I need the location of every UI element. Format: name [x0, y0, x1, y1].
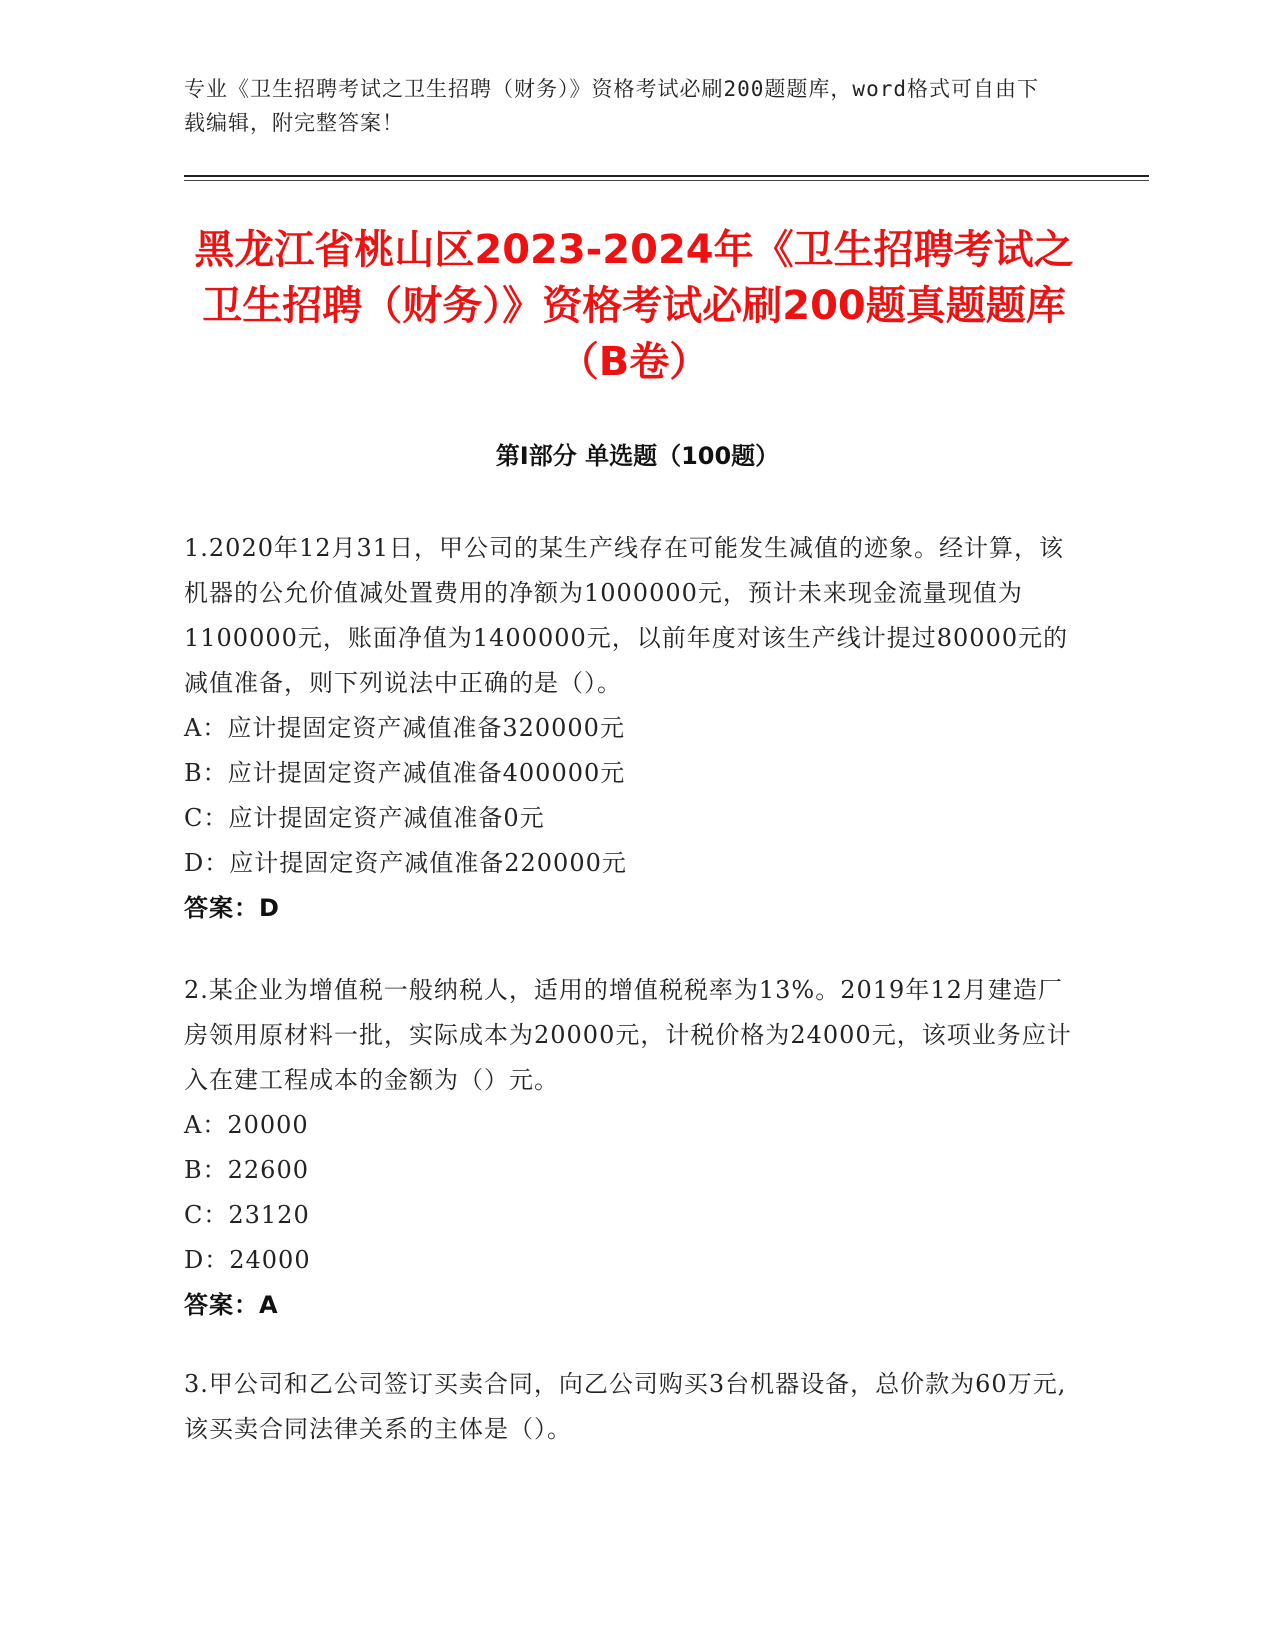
section-title: 第I部分 单选题（100题）: [495, 442, 780, 470]
option-a: A：20000: [184, 1111, 309, 1139]
question-1: [184, 526, 1084, 931]
option-a: A：应计提固定资产减值准备320000元: [184, 714, 625, 742]
option-b: B：应计提固定资产减值准备400000元: [184, 759, 626, 787]
document-title: 黑龙江省桃山区2023-2024年《卫生招聘考试之卫生招聘（财务）》资格考试必刷200题真题题库（B卷）: [194, 227, 1074, 385]
option-d: D：应计提固定资产减值准备220000元: [184, 849, 627, 877]
option-d: D：24000: [184, 1246, 311, 1274]
header-divider-thick: [184, 175, 1149, 177]
option-c: C：应计提固定资产减值准备0元: [184, 804, 545, 832]
header-note: 专业《卫生招聘考试之卫生招聘（财务）》资格考试必刷200题题库，word格式可自由下载编辑，附完整答案！: [184, 77, 1039, 135]
option-b: B：22600: [184, 1156, 309, 1184]
question-stem: 3.甲公司和乙公司签订买卖合同，向乙公司购买3台机器设备，总价款为60万元,该买卖合同法律关系的主体是（）。: [184, 1370, 1067, 1443]
answer: 答案：A: [184, 1291, 279, 1319]
question-stem: 2.某企业为增值税一般纳税人，适用的增值税税率为13%。2019年12月建造厂房领用原材料一批，实际成本为20000元，计税价格为24000元，该项业务应计入在建工程成本的金额为（）元。: [184, 976, 1072, 1094]
question-2: [184, 968, 1084, 1328]
option-c: C：23120: [184, 1201, 310, 1229]
header-divider-thin: [184, 180, 1149, 181]
question-stem: 1.2020年12月31日，甲公司的某生产线存在可能发生减值的迹象。经计算，该机器的公允价值减处置费用的净额为1000000元，预计未来现金流量现值为1100000元，账面净值为1400000元，以前年度对该生产线计提过80000元的减值准备，则下列说法中正确的是（）。: [184, 534, 1069, 697]
question-3: [184, 1362, 1084, 1452]
answer: 答案：D: [184, 894, 280, 922]
